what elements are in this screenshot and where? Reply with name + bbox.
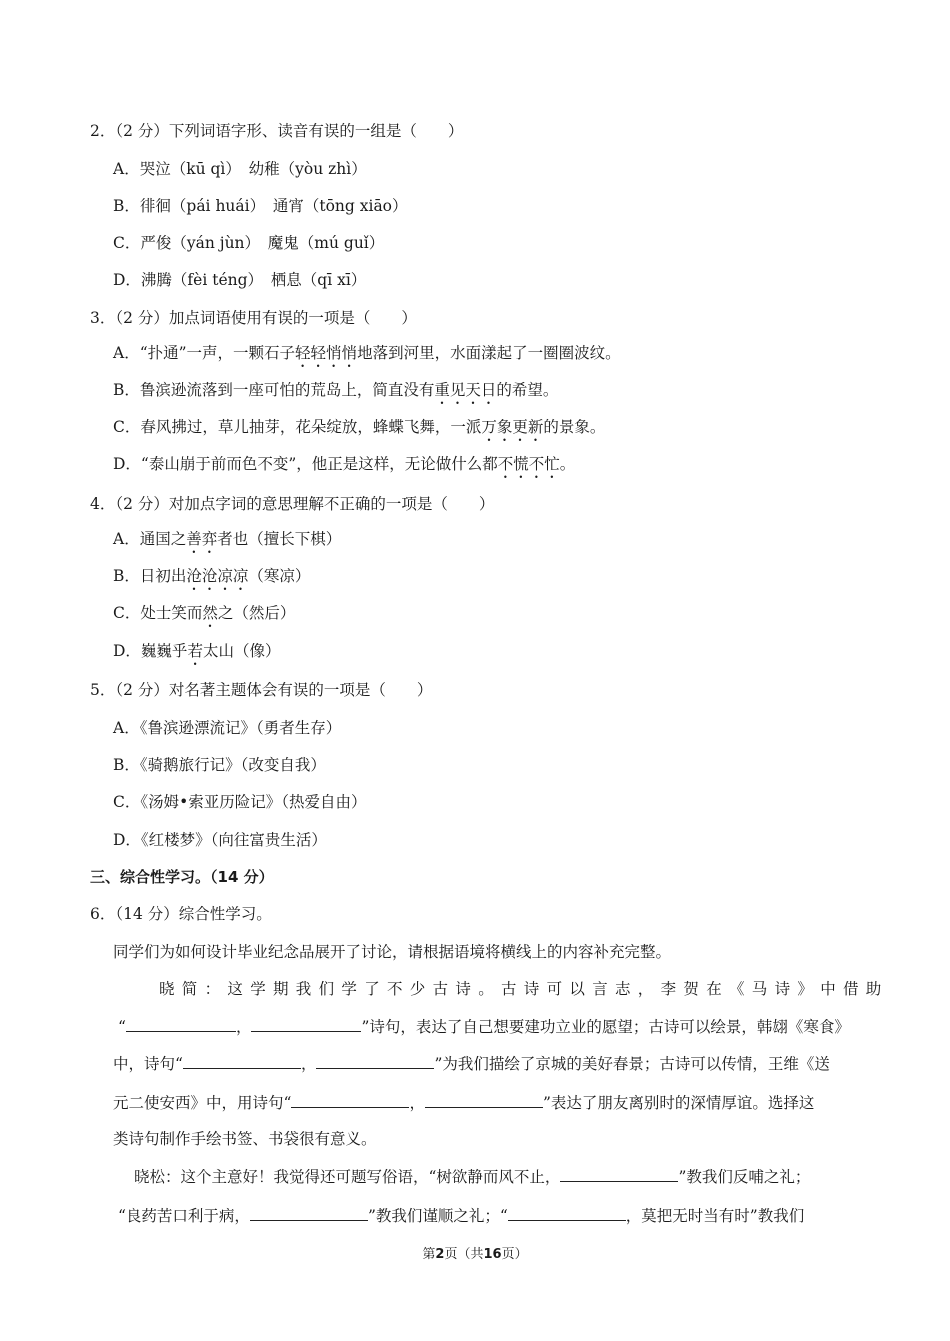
q6-intro: 同学们为如何设计毕业纪念品展开了讨论，请根据语境将横线上的内容补充完整。 <box>113 943 672 961</box>
fill-blank[interactable] <box>425 1091 543 1108</box>
question-5-stem: 5．（2 分）对名著主题体会有误的一项是（ ） <box>90 681 433 699</box>
text: 晓松：这个主意好！我觉得还可题写俗语，“树欲静而风不止， <box>134 1168 561 1186</box>
text: ”为我们描绘了京城的美好春景；古诗可以传情，王维《送 <box>434 1055 830 1073</box>
q3-option-c <box>113 416 605 445</box>
option-text: 的希望。 <box>496 381 559 399</box>
text: “良药苦口利于病， <box>118 1207 250 1225</box>
option-text: 者也（擅长下棋） <box>217 530 342 548</box>
dotted-term: 然 <box>202 604 218 622</box>
dotted-term: 沧沧凉凉 <box>186 567 249 585</box>
option-text: C．春风拂过，草儿抽芽，花朵绽放，蜂蝶飞舞，一派 <box>113 418 482 436</box>
option-text: B．鲁滨逊流落到一座可怕的荒岛上，简直没有 <box>113 381 435 399</box>
text: ”诗句，表达了自己想要建功立业的愿望；古诗可以绘景，韩翃《寒食》 <box>361 1018 850 1036</box>
fill-blank[interactable] <box>251 1015 361 1032</box>
option-text: （寒凉） <box>248 567 311 585</box>
option-text: 的景象。 <box>543 418 606 436</box>
dotted-term: 重见天日 <box>434 381 497 399</box>
q3-option-d <box>113 453 575 482</box>
option-text: C．处士笑而 <box>113 604 203 622</box>
q2-option-d: D．沸腾（fèi téng） 栖息（qī xī） <box>113 271 367 289</box>
text: ，莫把无时当有时”教我们 <box>625 1207 805 1225</box>
xiaojian-line-5: 类诗句制作手绘书签、书袋很有意义。 <box>113 1130 377 1148</box>
q4-option-a <box>113 528 341 557</box>
fill-blank[interactable] <box>126 1015 236 1032</box>
xiaosong-line-2 <box>118 1204 804 1227</box>
fill-blank[interactable] <box>560 1165 678 1182</box>
xiaojian-line-4 <box>113 1091 814 1114</box>
question-2-stem: 2．（2 分）下列词语字形、读音有误的一组是（ ） <box>90 122 464 140</box>
dotted-term: 万象更新 <box>481 418 544 436</box>
q2-option-b: B．徘徊（pái huái） 通宵（tōng xiāo） <box>113 197 408 215</box>
q5-option-b: B．《骑鹅旅行记》（改变自我） <box>113 756 326 774</box>
q4-option-d <box>113 640 280 669</box>
q2-option-c: C．严俊（yán jùn） 魔鬼（mú guǐ） <box>113 234 385 252</box>
fill-blank[interactable] <box>183 1052 301 1069</box>
text: ”教我们反哺之礼； <box>678 1168 811 1186</box>
xiaojian-line-1: 晓简：这学期我们学了不少古诗。古诗可以言志，李贺在《马诗》中借助 <box>159 980 889 998</box>
page-footer <box>0 1243 950 1262</box>
question-6-stem: 6．（14 分）综合性学习。 <box>90 905 272 923</box>
option-text: D．“泰山崩于前而色不变”，他正是这样，无论做什么都 <box>113 455 498 473</box>
q4-option-c <box>113 602 295 631</box>
q3-option-b <box>113 379 558 408</box>
footer-text: 第 <box>422 1247 436 1262</box>
text: 元二使安西》中，用诗句“ <box>113 1094 292 1112</box>
dotted-term: 轻轻悄悄 <box>295 344 358 362</box>
dotted-term: 善弈 <box>186 530 218 548</box>
option-text: A．通国之 <box>113 530 187 548</box>
q2-option-a: A．哭泣（kū qì） 幼稚（yòu zhì） <box>113 160 367 178</box>
text: ”教我们谨顺之礼；“ <box>367 1207 508 1225</box>
text: ， <box>409 1094 425 1112</box>
xiaosong-line-1 <box>134 1165 810 1188</box>
q5-option-c: C．《汤姆•索亚历险记》（热爱自由） <box>113 793 367 811</box>
footer-text: 页（共 <box>444 1247 484 1262</box>
xiaojian-line-3 <box>113 1052 830 1075</box>
q3-option-a <box>113 342 621 371</box>
question-3-stem: 3．（2 分）加点词语使用有误的一项是（ ） <box>90 309 417 327</box>
text: ， <box>235 1018 252 1036</box>
q4-option-b <box>113 565 310 594</box>
q5-option-d: D．《红楼梦》（向往富贵生活） <box>113 831 327 849</box>
question-4-stem: 4．（2 分）对加点字词的意思理解不正确的一项是（ ） <box>90 495 495 513</box>
dotted-term: 不慌不忙 <box>497 455 560 473</box>
option-text: D．巍巍乎 <box>113 642 188 660</box>
text: 中，诗句“ <box>113 1055 183 1073</box>
option-text: 。 <box>559 455 576 473</box>
dotted-term: 若 <box>187 642 203 660</box>
fill-blank[interactable] <box>316 1052 434 1069</box>
text: “ <box>118 1018 126 1036</box>
fill-blank[interactable] <box>250 1204 368 1221</box>
option-text: B．日初出 <box>113 567 187 585</box>
option-text: A．“扑通”一声，一颗石子 <box>113 344 296 362</box>
text: ”表达了朋友离别时的深情厚谊。选择这 <box>542 1094 815 1112</box>
option-text: 太山（像） <box>202 642 281 660</box>
fill-blank[interactable] <box>508 1204 626 1221</box>
text: ， <box>300 1055 317 1073</box>
page-total: 16 <box>483 1247 502 1262</box>
option-text: 之（然后） <box>217 604 296 622</box>
fill-blank[interactable] <box>291 1091 409 1108</box>
footer-text: 页） <box>501 1247 528 1262</box>
page-number: 2 <box>435 1247 445 1262</box>
q5-option-a: A．《鲁滨逊漂流记》（勇者生存） <box>113 719 342 737</box>
section-heading: 三、综合性学习。（14 分） <box>90 868 274 886</box>
option-text: 地落到河里，水面漾起了一圈圈波纹。 <box>357 344 621 362</box>
xiaojian-line-2 <box>118 1015 850 1038</box>
